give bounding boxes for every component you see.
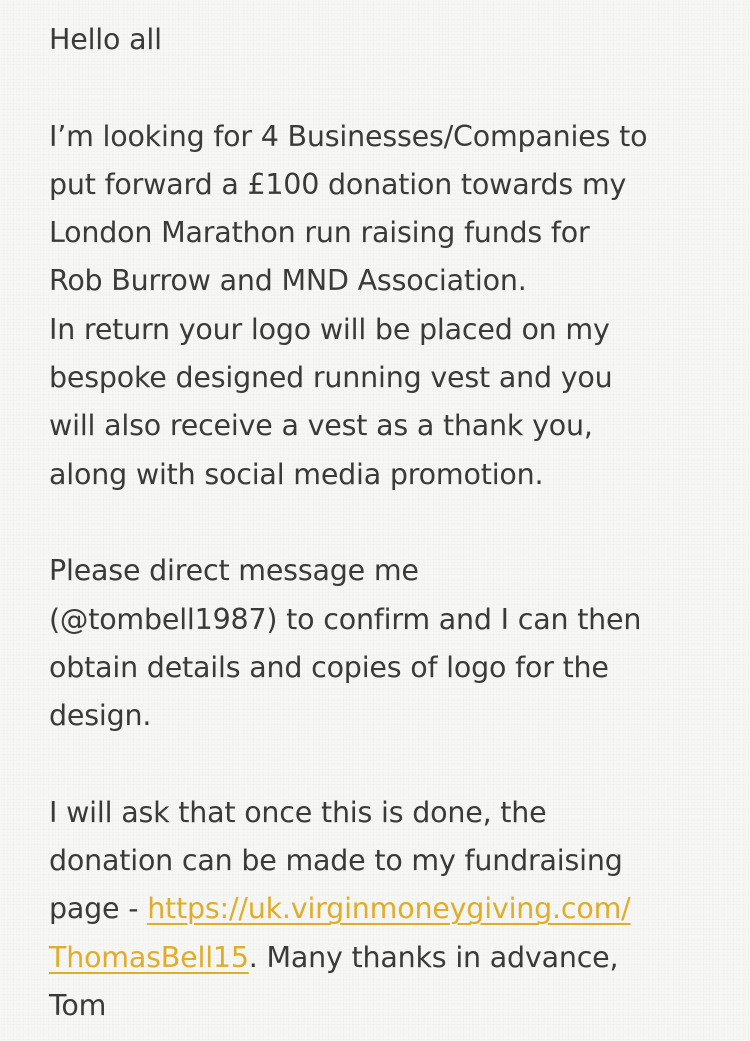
note-body[interactable] bbox=[49, 16, 729, 1030]
blank-line bbox=[49, 740, 729, 788]
paragraph3-line-2: donation can be made to my fundraising bbox=[49, 844, 623, 878]
paragraph2-line-1: Please direct message me bbox=[49, 554, 419, 588]
paragraph3-line-4 bbox=[49, 934, 729, 982]
paragraph2-line-4: design. bbox=[49, 699, 152, 733]
signoff-line: Tom bbox=[49, 988, 107, 1022]
paragraph1-line-6: bespoke designed running vest and you bbox=[49, 361, 613, 395]
paragraph1-line-7: will also receive a vest as a thank you, bbox=[49, 409, 593, 443]
paragraph1-line-8: along with social media promotion. bbox=[49, 457, 544, 491]
paragraph3-line-1: I will ask that once this is done, the bbox=[49, 795, 547, 829]
thanks-text: . Many thanks in advance, bbox=[248, 940, 619, 974]
paragraph2-line-2: (@tombell1987) to confirm and I can then bbox=[49, 602, 642, 636]
paragraph1-line-3: London Marathon run raising funds for bbox=[49, 216, 590, 250]
paragraph1-line-4: Rob Burrow and MND Association. bbox=[49, 264, 527, 298]
paragraph2-line-3: obtain details and copies of logo for the bbox=[49, 650, 609, 684]
page-prefix-text: page - bbox=[49, 892, 148, 926]
paragraph1-line-2: put forward a £100 donation towards my bbox=[49, 167, 627, 201]
fundraising-link-part-1[interactable]: https://uk.virginmoneygiving.com/ bbox=[147, 892, 631, 926]
blank-line bbox=[49, 64, 729, 112]
paragraph3-line-3 bbox=[49, 885, 729, 933]
blank-line bbox=[49, 499, 729, 547]
greeting-line: Hello all bbox=[49, 23, 162, 56]
fundraising-link-part-2[interactable]: ThomasBell15 bbox=[49, 940, 249, 974]
paragraph1-line-1: I’m looking for 4 Businesses/Companies to bbox=[49, 119, 648, 153]
paragraph1-line-5: In return your logo will be placed on my bbox=[49, 312, 610, 346]
